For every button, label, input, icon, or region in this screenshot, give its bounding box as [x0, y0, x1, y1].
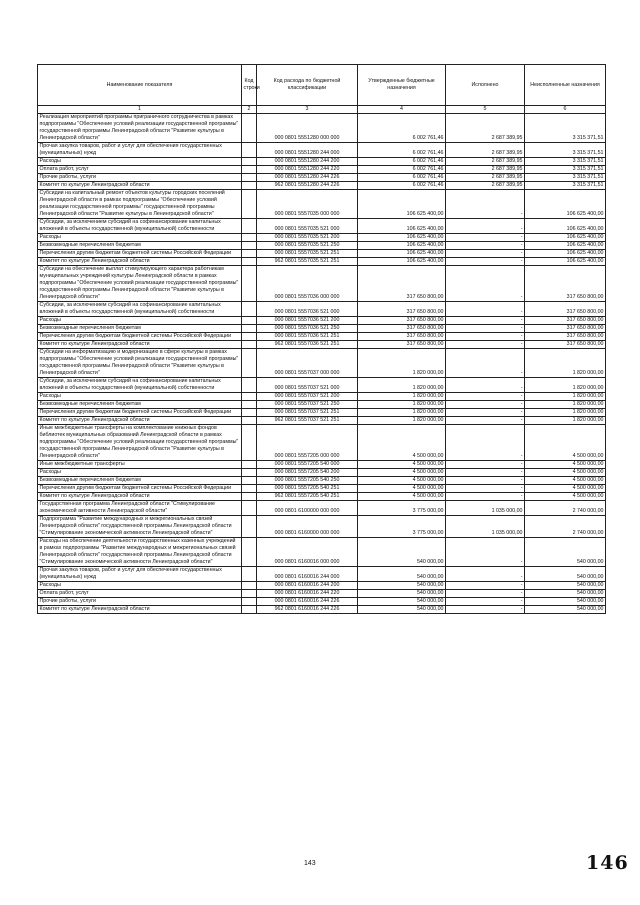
budget-execution-table — [37, 64, 606, 614]
row-name: Перечисления другим бюджетам бюджетной системы Российской Федерации — [38, 333, 242, 341]
row-approved: 317 650 800,00 — [358, 333, 446, 341]
header-indicator-name: Наименование показателя — [38, 65, 242, 106]
row-unexecuted: 3 315 371,51 — [525, 114, 606, 143]
row-budget-code: 000 0801 5551280 244 226 — [257, 174, 358, 182]
row-unexecuted: 4 500 000,00 — [525, 425, 606, 461]
row-budget-code: 000 0801 5557036 521 250 — [257, 325, 358, 333]
row-unexecuted: 2 740 000,00 — [525, 516, 606, 538]
row-unexecuted: 4 500 000,00 — [525, 485, 606, 493]
row-unexecuted: 4 500 000,00 — [525, 493, 606, 501]
row-approved: 1 820 000,00 — [358, 393, 446, 401]
row-executed: - — [446, 393, 525, 401]
row-approved: 540 000,00 — [358, 538, 446, 567]
row-approved: 106 625 400,00 — [358, 258, 446, 266]
row-executed: - — [446, 219, 525, 234]
row-unexecuted: 4 500 000,00 — [525, 469, 606, 477]
table-row — [38, 378, 606, 393]
row-budget-code: 000 0801 5557035 521 251 — [257, 250, 358, 258]
table-row — [38, 182, 606, 190]
row-name: Перечисления другим бюджетам бюджетной системы Российской Федерации — [38, 485, 242, 493]
row-approved: 6 002 761,46 — [358, 143, 446, 158]
row-line-code — [242, 378, 257, 393]
row-name: Безвозмездные перечисления бюджетам — [38, 242, 242, 250]
row-budget-code: 000 0801 6100000 000 000 — [257, 501, 358, 516]
table-row — [38, 393, 606, 401]
row-line-code — [242, 349, 257, 378]
row-executed: 2 687 389,95 — [446, 166, 525, 174]
row-unexecuted: 3 315 371,51 — [525, 158, 606, 166]
row-line-code — [242, 409, 257, 417]
row-budget-code: 000 0801 5557036 521 251 — [257, 333, 358, 341]
row-unexecuted: 317 650 800,00 — [525, 317, 606, 325]
row-unexecuted: 1 820 000,00 — [525, 349, 606, 378]
row-unexecuted: 317 650 800,00 — [525, 333, 606, 341]
row-budget-code: 962 0801 5557036 521 251 — [257, 341, 358, 349]
row-approved: 1 820 000,00 — [358, 409, 446, 417]
row-budget-code: 962 0801 5551280 244 226 — [257, 182, 358, 190]
header-line-code: Код строки — [242, 65, 257, 106]
row-approved: 317 650 800,00 — [358, 302, 446, 317]
row-unexecuted: 317 650 800,00 — [525, 341, 606, 349]
row-executed: 2 687 389,95 — [446, 158, 525, 166]
row-executed: - — [446, 590, 525, 598]
table-row — [38, 174, 606, 182]
table-row — [38, 493, 606, 501]
row-unexecuted: 540 000,00 — [525, 538, 606, 567]
row-name: Субсидии на капитальный ремонт объектов культуры городских поселений Ленинградской области в рамках подпрограммы "Обеспечение условий реализации государственной программы" государственной программы Ленинградской области "Развитие культуры в Ленинградской области" — [38, 190, 242, 219]
row-unexecuted: 1 820 000,00 — [525, 393, 606, 401]
row-approved: 106 625 400,00 — [358, 219, 446, 234]
row-name: Расходы на обеспечение деятельности государственных казенных учреждений в рамках подпрограммы "Развитие международных и межрегиональных связей Ленинградской области" государственной программы Ленинградской области "Стимулирование экономической активности Ленинградской области" — [38, 538, 242, 567]
table-row — [38, 258, 606, 266]
row-executed: - — [446, 349, 525, 378]
row-approved: 317 650 800,00 — [358, 341, 446, 349]
row-name: Субсидии на информатизацию и модернизацию в сфере культуры в рамках подпрограммы "Обеспечение условий реализации государственной программы" государственной программы Ленинградской области "Развитие культуры в Ленинградской области" — [38, 349, 242, 378]
column-index-row — [38, 106, 606, 114]
row-name: Комитет по культуре Ленинградской области — [38, 606, 242, 614]
row-line-code — [242, 258, 257, 266]
row-name: Расходы — [38, 158, 242, 166]
row-name: Перечисления другим бюджетам бюджетной системы Российской Федерации — [38, 409, 242, 417]
header-executed: Исполнено — [446, 65, 525, 106]
table-row — [38, 143, 606, 158]
table-body — [38, 114, 606, 614]
table-row — [38, 166, 606, 174]
row-executed: - — [446, 302, 525, 317]
table-header-row — [38, 65, 606, 106]
table-row — [38, 409, 606, 417]
row-name: Иные межбюджетные трансферты — [38, 461, 242, 469]
row-approved: 6 002 761,46 — [358, 166, 446, 174]
row-executed: - — [446, 582, 525, 590]
row-approved: 4 500 000,00 — [358, 425, 446, 461]
row-budget-code: 000 0801 5557205 540 000 — [257, 461, 358, 469]
row-line-code — [242, 114, 257, 143]
row-name: Комитет по культуре Ленинградской области — [38, 417, 242, 425]
row-executed: 2 687 389,95 — [446, 143, 525, 158]
row-unexecuted: 317 650 800,00 — [525, 266, 606, 302]
row-budget-code: 000 0801 5557205 540 250 — [257, 477, 358, 485]
column-index: 1 — [38, 106, 242, 114]
row-line-code — [242, 242, 257, 250]
table-row — [38, 461, 606, 469]
row-executed: 1 035 000,00 — [446, 516, 525, 538]
row-executed: - — [446, 266, 525, 302]
row-name: Перечисления другим бюджетам бюджетной системы Российской Федерации — [38, 250, 242, 258]
row-executed: - — [446, 401, 525, 409]
table-row — [38, 469, 606, 477]
table-row — [38, 425, 606, 461]
row-approved: 106 625 400,00 — [358, 250, 446, 258]
table-row — [38, 325, 606, 333]
row-budget-code: 962 0801 6160016 244 226 — [257, 606, 358, 614]
row-executed: - — [446, 242, 525, 250]
row-line-code — [242, 567, 257, 582]
row-line-code — [242, 174, 257, 182]
row-executed: 1 035 000,00 — [446, 501, 525, 516]
row-executed: - — [446, 477, 525, 485]
table-row — [38, 501, 606, 516]
row-unexecuted: 3 315 371,51 — [525, 174, 606, 182]
row-budget-code: 000 0801 5557035 000 000 — [257, 190, 358, 219]
row-executed: - — [446, 378, 525, 393]
row-unexecuted: 106 625 400,00 — [525, 234, 606, 242]
row-budget-code: 000 0801 5557036 521 200 — [257, 317, 358, 325]
row-unexecuted: 3 315 371,51 — [525, 182, 606, 190]
row-executed: - — [446, 493, 525, 501]
row-line-code — [242, 266, 257, 302]
column-index: 6 — [525, 106, 606, 114]
row-name: Субсидии, за исключением субсидий на софинансирование капитальных вложений в объекты государственной (муниципальной) собственности — [38, 378, 242, 393]
table-row — [38, 516, 606, 538]
row-line-code — [242, 485, 257, 493]
row-budget-code: 962 0801 5557205 540 251 — [257, 493, 358, 501]
row-approved: 4 500 000,00 — [358, 469, 446, 477]
row-approved: 4 500 000,00 — [358, 461, 446, 469]
row-budget-code: 000 0801 5551280 244 220 — [257, 166, 358, 174]
row-budget-code: 000 0801 5557037 521 251 — [257, 409, 358, 417]
row-unexecuted: 317 650 800,00 — [525, 325, 606, 333]
row-approved: 3 775 000,00 — [358, 501, 446, 516]
row-executed: - — [446, 190, 525, 219]
row-line-code — [242, 158, 257, 166]
row-approved: 1 820 000,00 — [358, 417, 446, 425]
row-line-code — [242, 582, 257, 590]
row-executed: - — [446, 409, 525, 417]
row-budget-code: 000 0801 5557036 521 000 — [257, 302, 358, 317]
row-line-code — [242, 461, 257, 469]
row-approved: 1 820 000,00 — [358, 378, 446, 393]
row-executed: - — [446, 425, 525, 461]
header-budget-code: Код расхода по бюджетной классификации — [257, 65, 358, 106]
row-approved: 3 775 000,00 — [358, 516, 446, 538]
row-executed: - — [446, 234, 525, 242]
row-name: Оплата работ, услуг — [38, 590, 242, 598]
row-budget-code: 000 0801 6160000 000 000 — [257, 516, 358, 538]
row-executed: - — [446, 606, 525, 614]
table-row — [38, 349, 606, 378]
table-row — [38, 242, 606, 250]
row-budget-code: 000 0801 5557037 521 000 — [257, 378, 358, 393]
row-approved: 317 650 800,00 — [358, 317, 446, 325]
header-unexecuted: Неисполненные назначения — [525, 65, 606, 106]
row-budget-code: 000 0801 5557037 000 000 — [257, 349, 358, 378]
row-line-code — [242, 302, 257, 317]
row-approved: 540 000,00 — [358, 590, 446, 598]
row-executed: - — [446, 567, 525, 582]
row-line-code — [242, 493, 257, 501]
row-executed: - — [446, 250, 525, 258]
row-name: Безвозмездные перечисления бюджетам — [38, 477, 242, 485]
row-name: Подпрограмма "Развитие международных и межрегиональных связей Ленинградской области" государственной программы Ленинградской области "Стимулирование экономической активности Ленинградской области" — [38, 516, 242, 538]
row-approved: 106 625 400,00 — [358, 234, 446, 242]
column-index: 3 — [257, 106, 358, 114]
row-unexecuted: 1 820 000,00 — [525, 409, 606, 417]
row-name: Расходы — [38, 317, 242, 325]
row-line-code — [242, 516, 257, 538]
row-unexecuted: 2 740 000,00 — [525, 501, 606, 516]
row-line-code — [242, 501, 257, 516]
row-name: Расходы — [38, 234, 242, 242]
row-executed: - — [446, 325, 525, 333]
row-executed: 2 687 389,95 — [446, 174, 525, 182]
row-unexecuted: 1 820 000,00 — [525, 378, 606, 393]
row-name: Комитет по культуре Ленинградской области — [38, 493, 242, 501]
row-budget-code: 000 0801 6160016 000 000 — [257, 538, 358, 567]
row-unexecuted: 106 625 400,00 — [525, 190, 606, 219]
row-budget-code: 000 0801 5557205 000 000 — [257, 425, 358, 461]
table-row — [38, 219, 606, 234]
row-executed: - — [446, 485, 525, 493]
row-name: Безвозмездные перечисления бюджетам — [38, 401, 242, 409]
table-row — [38, 582, 606, 590]
row-name: Прочие работы, услуги — [38, 598, 242, 606]
row-name: Расходы — [38, 582, 242, 590]
row-executed: - — [446, 317, 525, 325]
row-line-code — [242, 341, 257, 349]
row-line-code — [242, 401, 257, 409]
row-line-code — [242, 234, 257, 242]
row-line-code — [242, 166, 257, 174]
row-name: Прочая закупка товаров, работ и услуг для обеспечения государственных (муниципальных) нужд — [38, 567, 242, 582]
row-line-code — [242, 250, 257, 258]
row-name: Прочие работы, услуги — [38, 174, 242, 182]
row-name: Комитет по культуре Ленинградской области — [38, 341, 242, 349]
table-row — [38, 485, 606, 493]
column-index: 4 — [358, 106, 446, 114]
table-row — [38, 266, 606, 302]
header-approved: Утвержденные бюджетные назначения — [358, 65, 446, 106]
row-executed: - — [446, 333, 525, 341]
table-row — [38, 250, 606, 258]
row-line-code — [242, 219, 257, 234]
row-unexecuted: 540 000,00 — [525, 567, 606, 582]
row-name: Субсидии, за исключением субсидий на софинансирование капитальных вложений в объекты государственной (муниципальной) собственности — [38, 219, 242, 234]
table-row — [38, 598, 606, 606]
row-approved: 4 500 000,00 — [358, 493, 446, 501]
row-budget-code: 000 0801 5557205 540 251 — [257, 485, 358, 493]
row-name: Субсидии, за исключением субсидий на софинансирование капитальных вложений в объекты государственной (муниципальной) собственности — [38, 302, 242, 317]
row-name: Прочая закупка товаров, работ и услуг для обеспечения государственных (муниципальных) нужд — [38, 143, 242, 158]
row-approved: 4 500 000,00 — [358, 485, 446, 493]
row-budget-code: 000 0801 6160016 244 226 — [257, 598, 358, 606]
table-row — [38, 158, 606, 166]
row-name: Иные межбюджетные трансферты на комплектование книжных фондов библиотек муниципальных образований Ленинградской области в рамках подпрограммы "Обеспечение условий реализации государственной программы" государственной программы Ленинградской области "Развитие культуры в Ленинградской области" — [38, 425, 242, 461]
table-row — [38, 477, 606, 485]
row-executed: - — [446, 461, 525, 469]
row-approved: 540 000,00 — [358, 606, 446, 614]
table-row — [38, 302, 606, 317]
row-approved: 106 625 400,00 — [358, 242, 446, 250]
row-approved: 4 500 000,00 — [358, 477, 446, 485]
row-unexecuted: 3 315 371,51 — [525, 166, 606, 174]
table-row — [38, 317, 606, 325]
row-approved: 540 000,00 — [358, 598, 446, 606]
row-budget-code: 962 0801 5557035 521 251 — [257, 258, 358, 266]
row-budget-code: 000 0801 5557035 521 000 — [257, 219, 358, 234]
row-executed: - — [446, 598, 525, 606]
row-unexecuted: 106 625 400,00 — [525, 258, 606, 266]
row-line-code — [242, 477, 257, 485]
row-line-code — [242, 325, 257, 333]
table-row — [38, 567, 606, 582]
row-unexecuted: 540 000,00 — [525, 598, 606, 606]
row-name: Расходы — [38, 393, 242, 401]
row-executed: - — [446, 538, 525, 567]
table-row — [38, 234, 606, 242]
row-executed: - — [446, 469, 525, 477]
table-row — [38, 341, 606, 349]
row-approved: 6 002 761,46 — [358, 158, 446, 166]
row-line-code — [242, 590, 257, 598]
row-approved: 317 650 800,00 — [358, 325, 446, 333]
row-name: Расходы — [38, 469, 242, 477]
row-unexecuted: 317 650 800,00 — [525, 302, 606, 317]
row-unexecuted: 540 000,00 — [525, 606, 606, 614]
table-row — [38, 417, 606, 425]
row-name: Комитет по культуре Ленинградской области — [38, 258, 242, 266]
row-budget-code: 000 0801 5557205 540 200 — [257, 469, 358, 477]
table-row — [38, 114, 606, 143]
row-budget-code: 000 0801 5551280 244 200 — [257, 158, 358, 166]
row-approved: 317 650 800,00 — [358, 266, 446, 302]
row-executed: 2 687 389,95 — [446, 182, 525, 190]
row-approved: 106 625 400,00 — [358, 190, 446, 219]
row-approved: 540 000,00 — [358, 582, 446, 590]
row-budget-code: 000 0801 6160016 244 000 — [257, 567, 358, 582]
table-row — [38, 538, 606, 567]
row-line-code — [242, 425, 257, 461]
row-line-code — [242, 182, 257, 190]
row-executed: - — [446, 258, 525, 266]
row-line-code — [242, 417, 257, 425]
row-line-code — [242, 606, 257, 614]
row-budget-code: 000 0801 5551280 244 000 — [257, 143, 358, 158]
table-row — [38, 606, 606, 614]
row-name: Субсидии на обеспечение выплат стимулирующего характера работникам муниципальных учреждений культуры Ленинградской области в рамках подпрограммы "Обеспечение условий реализации государственной программы" государственной программы Ленинградской области "Развитие культуры в Ленинградской области" — [38, 266, 242, 302]
row-budget-code: 000 0801 6160016 244 220 — [257, 590, 358, 598]
table-row — [38, 333, 606, 341]
row-line-code — [242, 190, 257, 219]
row-line-code — [242, 393, 257, 401]
table-row — [38, 190, 606, 219]
row-budget-code: 000 0801 5557035 521 250 — [257, 242, 358, 250]
row-unexecuted: 1 820 000,00 — [525, 417, 606, 425]
table-row — [38, 590, 606, 598]
row-executed: - — [446, 341, 525, 349]
row-name: Комитет по культуре Ленинградской области — [38, 182, 242, 190]
row-line-code — [242, 538, 257, 567]
row-approved: 6 002 761,46 — [358, 182, 446, 190]
column-index: 2 — [242, 106, 257, 114]
row-budget-code: 000 0801 5557036 000 000 — [257, 266, 358, 302]
column-index: 5 — [446, 106, 525, 114]
row-unexecuted: 106 625 400,00 — [525, 242, 606, 250]
row-budget-code: 000 0801 6160016 244 200 — [257, 582, 358, 590]
row-executed: - — [446, 417, 525, 425]
row-name: Государственная программа Ленинградской области "Стимулирование экономической активности Ленинградской области" — [38, 501, 242, 516]
row-approved: 1 820 000,00 — [358, 349, 446, 378]
row-unexecuted: 106 625 400,00 — [525, 219, 606, 234]
row-name: Реализация мероприятий программы приграничного сотрудничества в рамках подпрограммы "Обеспечение условий реализации государственной программы" государственной программы Ленинградской области "Развитие культуры в Ленинградской области" — [38, 114, 242, 143]
row-line-code — [242, 317, 257, 325]
row-unexecuted: 540 000,00 — [525, 590, 606, 598]
page-number: 143 — [304, 860, 316, 867]
row-budget-code: 000 0801 5551280 000 000 — [257, 114, 358, 143]
row-unexecuted: 4 500 000,00 — [525, 461, 606, 469]
row-unexecuted: 1 820 000,00 — [525, 401, 606, 409]
row-unexecuted: 3 315 371,51 — [525, 143, 606, 158]
row-budget-code: 000 0801 5557037 521 200 — [257, 393, 358, 401]
row-line-code — [242, 598, 257, 606]
row-budget-code: 962 0801 5557037 521 251 — [257, 417, 358, 425]
row-approved: 540 000,00 — [358, 567, 446, 582]
row-approved: 1 820 000,00 — [358, 401, 446, 409]
row-name: Оплата работ, услуг — [38, 166, 242, 174]
row-approved: 6 002 761,46 — [358, 174, 446, 182]
stamped-sheet-number: 146 — [586, 852, 629, 874]
row-budget-code: 000 0801 5557037 521 250 — [257, 401, 358, 409]
table-row — [38, 401, 606, 409]
row-approved: 6 002 761,46 — [358, 114, 446, 143]
row-unexecuted: 4 500 000,00 — [525, 477, 606, 485]
row-unexecuted: 106 625 400,00 — [525, 250, 606, 258]
row-unexecuted: 540 000,00 — [525, 582, 606, 590]
row-line-code — [242, 333, 257, 341]
row-executed: 2 687 389,95 — [446, 114, 525, 143]
row-name: Безвозмездные перечисления бюджетам — [38, 325, 242, 333]
row-budget-code: 000 0801 5557035 521 200 — [257, 234, 358, 242]
row-line-code — [242, 469, 257, 477]
budget-report-sheet — [37, 64, 605, 614]
row-line-code — [242, 143, 257, 158]
